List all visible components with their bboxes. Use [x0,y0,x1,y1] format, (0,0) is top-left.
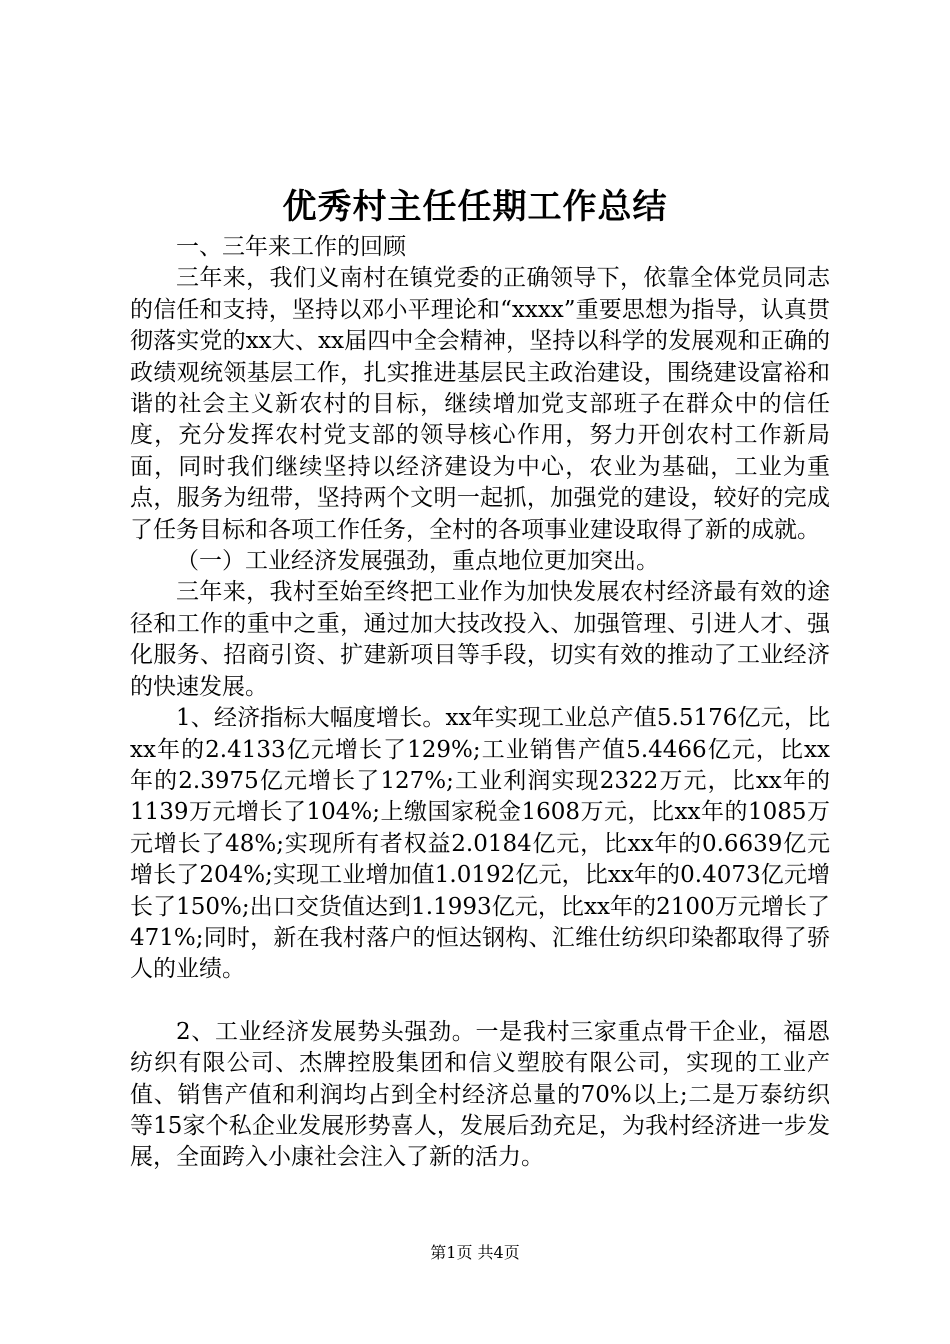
body-paragraph: 2、工业经济发展势头强劲。一是我村三家重点骨干企业，福恩纺织有限公司、杰牌控股集团和信义塑胶有限公司，实现的工业产值、销售产值和利润均占到全村经济总量的70%以上;二是万泰纺织等15家个私企业发展形势喜人，发展后劲充足，为我村经济进一步发展，全面跨入小康社会注入了新的活力。 [130,1018,830,1171]
body-paragraph: 三年来，我村至始至终把工业作为加快发展农村经济最有效的途径和工作的重中之重，通过加大技改投入、加强管理、引进人才、强化服务、招商引资、扩建新项目等手段，切实有效的推动了工业经济的快速发展。 [130,579,830,700]
body-paragraph: 三年来，我们义南村在镇党委的正确领导下，依靠全体党员同志的信任和支持，坚持以邓小平理论和“xxxx”重要思想为指导，认真贯彻落实党的xx大、xx届四中全会精神，坚持以科学的发展观和正确的政绩观统领基层工作，扎实推进基层民主政治建设，围绕建设富裕和谐的社会主义新农村的目标，继续增加党支部班子在群众中的信任度，充分发挥农村党支部的领导核心作用，努力开创农村工作新局面，同时我们继续坚持以经济建设为中心，农业为基础，工业为重点，服务为纽带，坚持两个文明一起抓，加强党的建设，较好的完成了任务目标和各项工作任务，全村的各项事业建设取得了新的成就。 [130,265,830,543]
body-paragraph: 1、经济指标大幅度增长。xx年实现工业总产值5.5176亿元，比xx年的2.4133亿元增长了129%;工业销售产值5.4466亿元，比xx年的2.3975亿元增长了127%;工业利润实现2322万元，比xx年的1139万元增长了104%;上缴国家税金1608万元，比xx年的1085万元增长了48%;实现所有者权益2.0184亿元，比xx年的0.6639亿元增长了204%;实现工业增加值1.0192亿元，比xx年的0.4073亿元增长了150%;出口交货值达到1.1993亿元，比xx年的2100万元增长了471%;同时，新在我村落户的恒达钢构、汇维仕纺织印染都取得了骄人的业绩。 [130,705,830,983]
section-heading: 一、三年来工作的回顾 [176,234,406,260]
page-footer: 第1页 共4页 [430,1243,520,1262]
document-title: 优秀村主任任期工作总结 [282,187,668,227]
subsection-heading: （一）工业经济发展强劲，重点地位更加突出。 [176,548,659,575]
document-body [130,232,830,1174]
